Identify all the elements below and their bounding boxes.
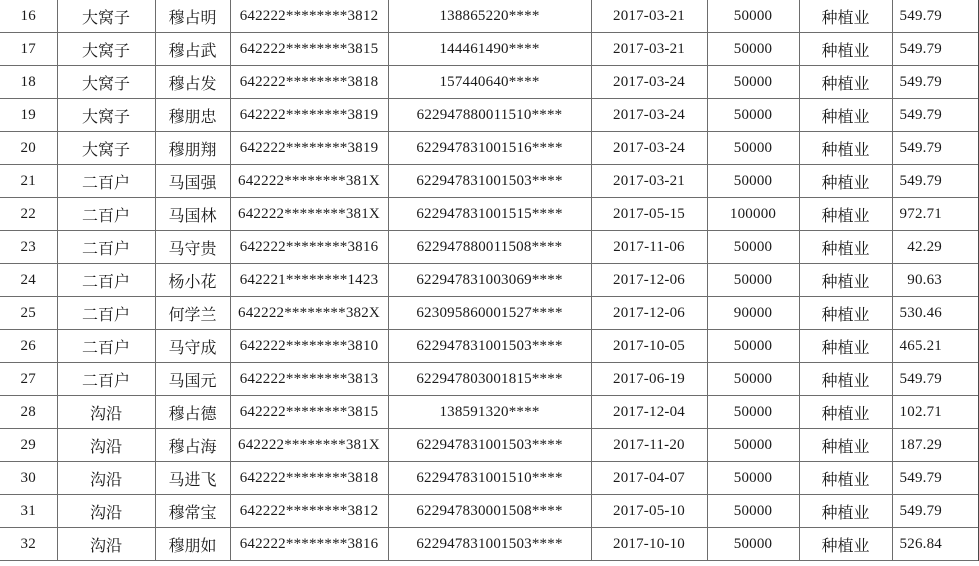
interest-cell[interactable]: 42.29	[892, 231, 979, 264]
account-number-cell[interactable]: 622947880011510****	[388, 99, 591, 132]
village-cell[interactable]: 大窝子	[57, 132, 155, 165]
interest-cell[interactable]: 549.79	[892, 132, 979, 165]
interest-cell[interactable]: 549.79	[892, 99, 979, 132]
village-cell[interactable]: 沟沿	[57, 462, 155, 495]
loan-amount-cell[interactable]: 50000	[707, 0, 799, 33]
name-cell[interactable]: 杨小花	[155, 264, 230, 297]
table-row	[0, 363, 979, 396]
name-cell[interactable]: 穆占发	[155, 66, 230, 99]
village-cell[interactable]: 沟沿	[57, 396, 155, 429]
village-cell[interactable]: 沟沿	[57, 528, 155, 561]
account-number-cell[interactable]: 138591320****	[388, 396, 591, 429]
account-number-cell[interactable]: 623095860001527****	[388, 297, 591, 330]
industry-cell[interactable]: 种植业	[799, 528, 892, 561]
table-row	[0, 330, 979, 363]
date-cell[interactable]: 2017-04-07	[591, 462, 707, 495]
row-number-cell[interactable]: 30	[0, 462, 57, 495]
loan-amount-cell[interactable]: 50000	[707, 66, 799, 99]
name-cell[interactable]: 穆占德	[155, 396, 230, 429]
table-row	[0, 495, 979, 528]
date-cell[interactable]: 2017-03-24	[591, 66, 707, 99]
row-number-cell[interactable]: 24	[0, 264, 57, 297]
village-cell[interactable]: 二百户	[57, 198, 155, 231]
loan-amount-cell[interactable]: 90000	[707, 297, 799, 330]
account-number-cell[interactable]: 622947831001503****	[388, 330, 591, 363]
id-number-cell[interactable]: 642222********3813	[230, 363, 388, 396]
account-number-cell[interactable]: 622947831001516****	[388, 132, 591, 165]
id-number-cell[interactable]: 642222********381X	[230, 198, 388, 231]
name-cell[interactable]: 穆常宝	[155, 495, 230, 528]
date-cell[interactable]: 2017-05-10	[591, 495, 707, 528]
id-number-cell[interactable]: 642222********3819	[230, 99, 388, 132]
row-number-cell[interactable]: 16	[0, 0, 57, 33]
interest-cell[interactable]: 549.79	[892, 0, 979, 33]
village-cell[interactable]: 大窝子	[57, 33, 155, 66]
interest-cell[interactable]: 549.79	[892, 33, 979, 66]
row-number-cell[interactable]: 31	[0, 495, 57, 528]
date-cell[interactable]: 2017-11-20	[591, 429, 707, 462]
id-number-cell[interactable]: 642222********3819	[230, 132, 388, 165]
loan-amount-cell[interactable]: 50000	[707, 132, 799, 165]
id-number-cell[interactable]: 642222********3815	[230, 396, 388, 429]
interest-cell[interactable]: 530.46	[892, 297, 979, 330]
date-cell[interactable]: 2017-10-05	[591, 330, 707, 363]
id-number-cell[interactable]: 642222********3816	[230, 528, 388, 561]
id-number-cell[interactable]: 642222********381X	[230, 165, 388, 198]
table-row	[0, 462, 979, 495]
industry-cell[interactable]: 种植业	[799, 363, 892, 396]
name-cell[interactable]: 穆朋翔	[155, 132, 230, 165]
interest-cell[interactable]: 549.79	[892, 165, 979, 198]
date-cell[interactable]: 2017-03-21	[591, 33, 707, 66]
row-number-cell[interactable]: 21	[0, 165, 57, 198]
id-number-cell[interactable]: 642222********3810	[230, 330, 388, 363]
industry-cell[interactable]: 种植业	[799, 462, 892, 495]
loan-amount-cell[interactable]: 50000	[707, 363, 799, 396]
industry-cell[interactable]: 种植业	[799, 231, 892, 264]
table-row	[0, 231, 979, 264]
interest-cell[interactable]: 102.71	[892, 396, 979, 429]
account-number-cell[interactable]: 622947831001503****	[388, 429, 591, 462]
village-cell[interactable]: 大窝子	[57, 66, 155, 99]
name-cell[interactable]: 马进飞	[155, 462, 230, 495]
industry-cell[interactable]: 种植业	[799, 165, 892, 198]
industry-cell[interactable]: 种植业	[799, 429, 892, 462]
table-row	[0, 165, 979, 198]
row-number-cell[interactable]: 26	[0, 330, 57, 363]
account-number-cell[interactable]: 622947803001815****	[388, 363, 591, 396]
village-cell[interactable]: 二百户	[57, 363, 155, 396]
name-cell[interactable]: 穆占明	[155, 0, 230, 33]
village-cell[interactable]: 二百户	[57, 231, 155, 264]
table-row	[0, 0, 979, 33]
table-row	[0, 528, 979, 561]
village-cell[interactable]: 二百户	[57, 264, 155, 297]
name-cell[interactable]: 马守成	[155, 330, 230, 363]
loan-amount-cell[interactable]: 50000	[707, 264, 799, 297]
account-number-cell[interactable]: 622947831003069****	[388, 264, 591, 297]
name-cell[interactable]: 马国元	[155, 363, 230, 396]
name-cell[interactable]: 穆占武	[155, 33, 230, 66]
loan-amount-cell[interactable]: 50000	[707, 231, 799, 264]
date-cell[interactable]: 2017-06-19	[591, 363, 707, 396]
account-number-cell[interactable]: 622947831001510****	[388, 462, 591, 495]
industry-cell[interactable]: 种植业	[799, 297, 892, 330]
date-cell[interactable]: 2017-03-21	[591, 165, 707, 198]
table-row	[0, 264, 979, 297]
name-cell[interactable]: 马守贵	[155, 231, 230, 264]
account-number-cell[interactable]: 144461490****	[388, 33, 591, 66]
interest-cell[interactable]: 549.79	[892, 66, 979, 99]
date-cell[interactable]: 2017-11-06	[591, 231, 707, 264]
id-number-cell[interactable]: 642222********3812	[230, 495, 388, 528]
loan-amount-cell[interactable]: 50000	[707, 165, 799, 198]
row-number-cell[interactable]: 32	[0, 528, 57, 561]
date-cell[interactable]: 2017-03-24	[591, 99, 707, 132]
row-number-cell[interactable]: 27	[0, 363, 57, 396]
date-cell[interactable]: 2017-12-06	[591, 297, 707, 330]
interest-cell[interactable]: 549.79	[892, 363, 979, 396]
account-number-cell[interactable]: 138865220****	[388, 0, 591, 33]
name-cell[interactable]: 穆占海	[155, 429, 230, 462]
table-row	[0, 33, 979, 66]
industry-cell[interactable]: 种植业	[799, 99, 892, 132]
date-cell[interactable]: 2017-12-06	[591, 264, 707, 297]
interest-cell[interactable]: 549.79	[892, 495, 979, 528]
account-number-cell[interactable]: 622947831001503****	[388, 165, 591, 198]
date-cell[interactable]: 2017-05-15	[591, 198, 707, 231]
name-cell[interactable]: 何学兰	[155, 297, 230, 330]
row-number-cell[interactable]: 20	[0, 132, 57, 165]
interest-cell[interactable]: 90.63	[892, 264, 979, 297]
table-row	[0, 66, 979, 99]
village-cell[interactable]: 二百户	[57, 165, 155, 198]
row-number-cell[interactable]: 18	[0, 66, 57, 99]
id-number-cell[interactable]: 642222********3812	[230, 0, 388, 33]
interest-cell[interactable]: 526.84	[892, 528, 979, 561]
account-number-cell[interactable]: 622947831001503****	[388, 528, 591, 561]
loan-amount-cell[interactable]: 50000	[707, 396, 799, 429]
loan-amount-cell[interactable]: 50000	[707, 330, 799, 363]
date-cell[interactable]: 2017-03-21	[591, 0, 707, 33]
date-cell[interactable]: 2017-12-04	[591, 396, 707, 429]
industry-cell[interactable]: 种植业	[799, 0, 892, 33]
interest-cell[interactable]: 972.71	[892, 198, 979, 231]
village-cell[interactable]: 大窝子	[57, 99, 155, 132]
name-cell[interactable]: 穆朋忠	[155, 99, 230, 132]
industry-cell[interactable]: 种植业	[799, 396, 892, 429]
table-row	[0, 429, 979, 462]
interest-cell[interactable]: 187.29	[892, 429, 979, 462]
loan-amount-cell[interactable]: 50000	[707, 462, 799, 495]
account-number-cell[interactable]: 157440640****	[388, 66, 591, 99]
loan-amount-cell[interactable]: 50000	[707, 33, 799, 66]
id-number-cell[interactable]: 642222********382X	[230, 297, 388, 330]
date-cell[interactable]: 2017-03-24	[591, 132, 707, 165]
account-number-cell[interactable]: 622947880011508****	[388, 231, 591, 264]
row-number-cell[interactable]: 23	[0, 231, 57, 264]
interest-cell[interactable]: 465.21	[892, 330, 979, 363]
industry-cell[interactable]: 种植业	[799, 264, 892, 297]
industry-cell[interactable]: 种植业	[799, 198, 892, 231]
industry-cell[interactable]: 种植业	[799, 495, 892, 528]
id-number-cell[interactable]: 642222********381X	[230, 429, 388, 462]
row-number-cell[interactable]: 28	[0, 396, 57, 429]
row-number-cell[interactable]: 22	[0, 198, 57, 231]
table-row	[0, 99, 979, 132]
village-cell[interactable]: 沟沿	[57, 429, 155, 462]
id-number-cell[interactable]: 642222********3818	[230, 66, 388, 99]
loan-amount-cell[interactable]: 50000	[707, 528, 799, 561]
name-cell[interactable]: 马国林	[155, 198, 230, 231]
village-cell[interactable]: 二百户	[57, 330, 155, 363]
account-number-cell[interactable]: 622947831001515****	[388, 198, 591, 231]
interest-cell[interactable]: 549.79	[892, 462, 979, 495]
row-number-cell[interactable]: 19	[0, 99, 57, 132]
id-number-cell[interactable]: 642222********3815	[230, 33, 388, 66]
industry-cell[interactable]: 种植业	[799, 330, 892, 363]
table-row	[0, 132, 979, 165]
row-number-cell[interactable]: 25	[0, 297, 57, 330]
village-cell[interactable]: 沟沿	[57, 495, 155, 528]
loan-amount-cell[interactable]: 100000	[707, 198, 799, 231]
account-number-cell[interactable]: 622947830001508****	[388, 495, 591, 528]
row-number-cell[interactable]: 17	[0, 33, 57, 66]
loan-amount-cell[interactable]: 50000	[707, 99, 799, 132]
table-row	[0, 297, 979, 330]
id-number-cell[interactable]: 642222********3816	[230, 231, 388, 264]
industry-cell[interactable]: 种植业	[799, 66, 892, 99]
loan-amount-cell[interactable]: 50000	[707, 429, 799, 462]
loan-amount-cell[interactable]: 50000	[707, 495, 799, 528]
industry-cell[interactable]: 种植业	[799, 33, 892, 66]
name-cell[interactable]: 马国强	[155, 165, 230, 198]
id-number-cell[interactable]: 642221********1423	[230, 264, 388, 297]
date-cell[interactable]: 2017-10-10	[591, 528, 707, 561]
village-cell[interactable]: 二百户	[57, 297, 155, 330]
table-row	[0, 396, 979, 429]
village-cell[interactable]: 大窝子	[57, 0, 155, 33]
row-number-cell[interactable]: 29	[0, 429, 57, 462]
table-row	[0, 198, 979, 231]
name-cell[interactable]: 穆朋如	[155, 528, 230, 561]
id-number-cell[interactable]: 642222********3818	[230, 462, 388, 495]
industry-cell[interactable]: 种植业	[799, 132, 892, 165]
